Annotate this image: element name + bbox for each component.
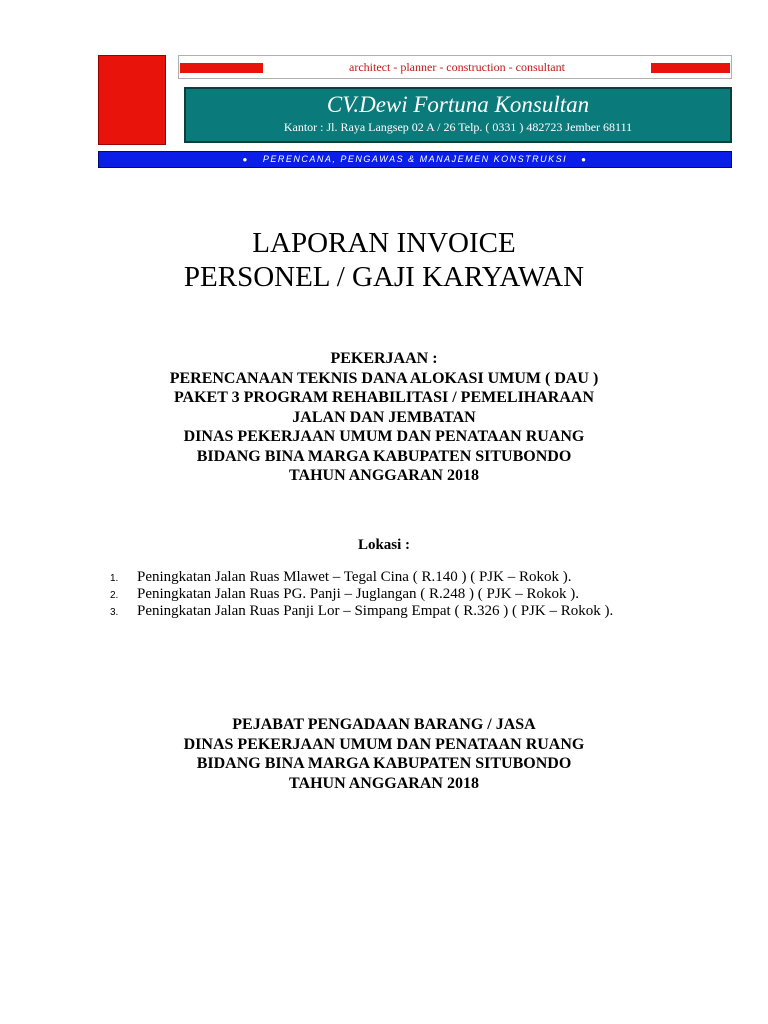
authority-line: TAHUN ANGGARAN 2018 <box>289 774 479 792</box>
bullet-icon: ● <box>242 155 249 164</box>
work-line: PERENCANAAN TEKNIS DANA ALOKASI UMUM ( DAU ) <box>169 369 599 387</box>
list-item-number: 3. <box>110 607 119 618</box>
company-address: Kantor : Jl. Raya Langsep 02 A / 26 Telp. ( 0331 ) 482723 Jember 68111 <box>283 120 633 134</box>
list-item <box>110 602 640 620</box>
authority-line: PEJABAT PENGADAAN BARANG / JASA <box>232 716 536 733</box>
bullet-icon: ● <box>581 155 588 164</box>
services-text: PERENCANA, PENGAWAS & MANAJEMEN KONSTRUKSI <box>262 154 568 164</box>
tagline-red-bar-left <box>180 63 263 73</box>
work-line: DINAS PEKERJAAN UMUM DAN PENATAAN RUANG <box>183 428 585 445</box>
list-item-text: Peningkatan Jalan Ruas PG. Panji – Juglangan ( R.248 ) ( PJK – Rokok ). <box>137 586 580 602</box>
company-name: CV.Dewi Fortuna Konsultan <box>326 92 590 117</box>
list-item-text: Peningkatan Jalan Ruas Mlawet – Tegal Cina ( R.140 ) ( PJK – Rokok ). <box>137 569 572 585</box>
list-item <box>110 568 670 586</box>
locations-heading: Lokasi : <box>357 537 411 553</box>
authority-line: BIDANG BINA MARGA KABUPATEN SITUBONDO <box>196 755 572 772</box>
work-line: PAKET 3 PROGRAM REHABILITASI / PEMELIHARAAN <box>173 389 595 406</box>
list-item-text: Peningkatan Jalan Ruas Panji Lor – Simpang Empat ( R.326 ) ( PJK – Rokok ). <box>137 603 614 619</box>
list-item-number: 2. <box>110 590 119 601</box>
company-tagline: architect - planner - construction - consultant <box>349 60 565 74</box>
work-description <box>0 349 768 486</box>
tagline-red-bar-right <box>651 63 730 73</box>
list-item <box>110 585 670 603</box>
work-heading: PEKERJAAN : <box>330 350 438 367</box>
services-band-text <box>98 152 732 167</box>
work-line: TAHUN ANGGARAN 2018 <box>289 467 479 484</box>
report-title-line2: PERSONEL / GAJI KARYAWAN <box>183 261 585 293</box>
report-title-line1: LAPORAN INVOICE <box>252 227 516 259</box>
work-line: JALAN DAN JEMBATAN <box>292 408 476 426</box>
logo-red-square <box>98 55 166 145</box>
authority-block <box>0 715 768 793</box>
work-line: BIDANG BINA MARGA KABUPATEN SITUBONDO <box>196 447 572 465</box>
list-item-number: 1. <box>110 573 119 584</box>
authority-line: DINAS PEKERJAAN UMUM DAN PENATAAN RUANG <box>183 735 585 753</box>
